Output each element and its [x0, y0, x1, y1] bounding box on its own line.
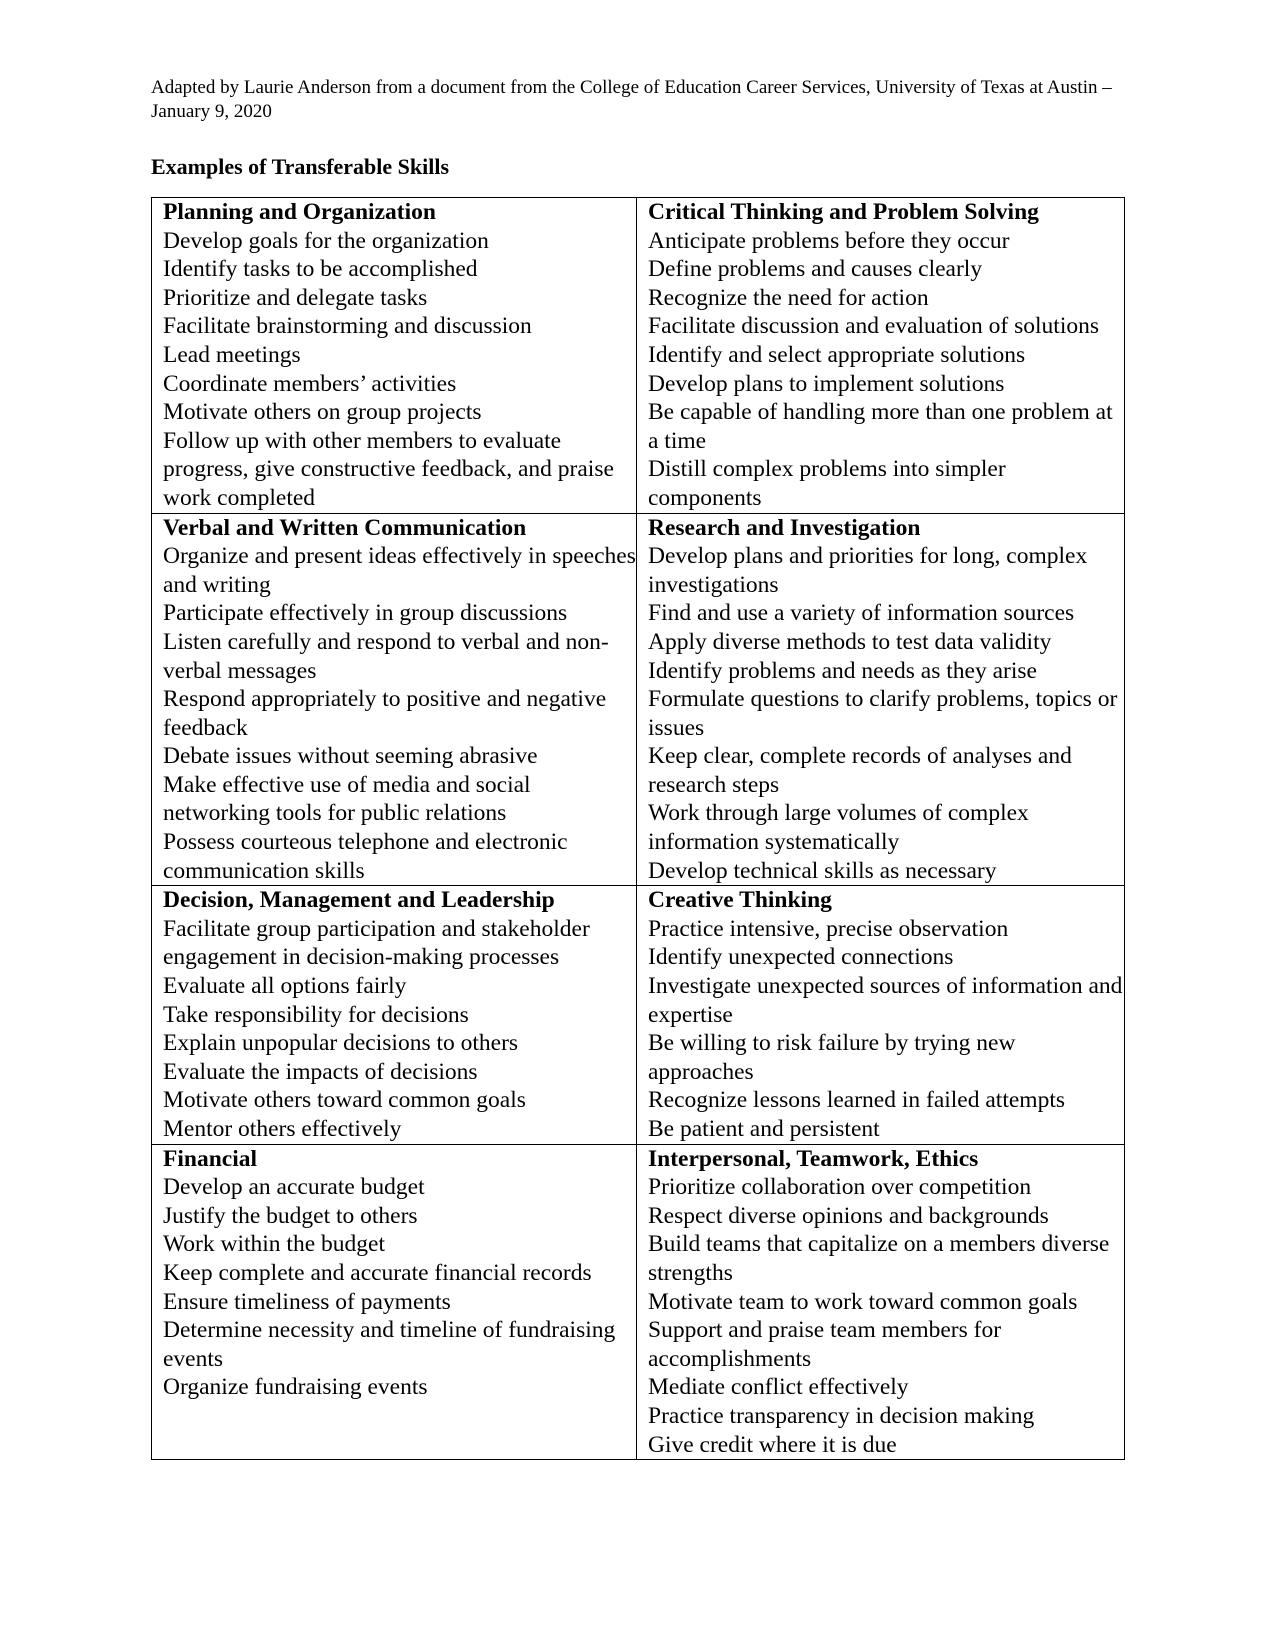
skill-category-heading: Critical Thinking and Problem Solving [648, 199, 1039, 225]
skill-item: Lead meetings [163, 341, 301, 368]
skill-item: Take responsibility for decisions [163, 1001, 469, 1028]
skill-item: Facilitate discussion and evaluation of solutions [648, 313, 1099, 340]
skill-item: Organize and present ideas effectively in speeches and writing [163, 543, 636, 598]
skills-table-row [152, 513, 1125, 886]
skill-category-heading: Research and Investigation [648, 514, 921, 541]
skill-item: Keep complete and accurate financial records [163, 1259, 592, 1286]
skill-item: Investigate unexpected sources of information and expertise [648, 973, 1123, 1028]
skill-item: Build teams that capitalize on a members diverse strengths [648, 1231, 1110, 1286]
skill-item: Identify unexpected connections [648, 944, 954, 971]
skill-item: Identify problems and needs as they arise [648, 657, 1037, 684]
skill-item: Practice intensive, precise observation [648, 915, 1009, 942]
skill-item: Respond appropriately to positive and negative feedback [163, 686, 607, 741]
skill-item: Develop technical skills as necessary [648, 857, 997, 884]
document-title: Examples of Transferable Skills [151, 154, 450, 179]
skill-item: Develop goals for the organization [163, 227, 489, 254]
skill-item: Keep clear, complete records of analyses and research steps [648, 743, 1072, 798]
skill-item: Listen carefully and respond to verbal and non-verbal messages [163, 628, 609, 684]
skills-table [151, 197, 1125, 1460]
skill-item: Practice transparency in decision making [648, 1402, 1035, 1429]
skill-item: Respect diverse opinions and backgrounds [648, 1202, 1049, 1229]
skill-category-cell [637, 886, 1125, 1144]
skill-item: Formulate questions to clarify problems, topics or issues [648, 686, 1118, 741]
skill-item: Recognize the need for action [648, 284, 929, 311]
skill-item: Motivate others toward common goals [163, 1087, 526, 1114]
skill-category-cell [152, 198, 637, 514]
skill-item: Motivate others on group projects [163, 399, 482, 426]
skill-item: Recognize lessons learned in failed attempts [648, 1087, 1065, 1114]
skill-item: Justify the budget to others [163, 1202, 418, 1229]
skill-item: Identify and select appropriate solutions [648, 341, 1026, 368]
skill-item: Identify tasks to be accomplished [163, 256, 478, 283]
skill-item: Organize fundraising events [163, 1374, 428, 1401]
skill-item: Facilitate group participation and stakeholder engagement in decision-making processes [163, 915, 590, 971]
skill-item: Apply diverse methods to test data validity [648, 628, 1052, 655]
skill-category-cell [152, 513, 637, 886]
skill-category-heading: Planning and Organization [163, 199, 436, 225]
skill-item: Develop plans and priorities for long, complex investigations [648, 543, 1088, 598]
skill-item: Facilitate brainstorming and discussion [163, 313, 532, 340]
skill-item: Work through large volumes of complex information systematically [648, 800, 1029, 856]
skill-category-cell [152, 886, 637, 1144]
skill-category-heading: Decision, Management and Leadership [163, 887, 555, 914]
attribution-note: Adapted by Laurie Anderson from a document from the College of Education Career Services, University of Texas at Austin – January 9, 2020 [151, 77, 1112, 122]
skill-category-heading: Financial [163, 1145, 258, 1172]
skill-category-heading: Verbal and Written Communication [163, 514, 527, 541]
skill-item: Mentor others effectively [163, 1116, 402, 1142]
skill-item: Support and praise team members for accomplishments [648, 1317, 1002, 1372]
skill-item: Mediate conflict effectively [648, 1374, 909, 1401]
skills-table-row [152, 886, 1125, 1144]
skill-item: Motivate team to work toward common goals [648, 1288, 1078, 1315]
skill-item: Prioritize collaboration over competition [648, 1174, 1032, 1201]
skill-item: Anticipate problems before they occur [648, 227, 1010, 254]
skill-item: Define problems and causes clearly [648, 256, 983, 283]
skill-item: Evaluate all options fairly [163, 973, 407, 1000]
skill-item: Ensure timeliness of payments [163, 1288, 451, 1315]
skill-category-cell [152, 1144, 637, 1460]
skill-item: Explain unpopular decisions to others [163, 1030, 519, 1057]
skill-item: Distill complex problems into simpler components [648, 456, 1006, 511]
skill-item: Prioritize and delegate tasks [163, 284, 428, 311]
skill-item: Follow up with other members to evaluate progress, give constructive feedback, and praise work completed [163, 427, 614, 511]
skills-table-row [152, 1144, 1125, 1460]
skill-item: Participate effectively in group discussions [163, 600, 568, 627]
skill-item: Be patient and persistent [648, 1116, 880, 1142]
skill-item: Give credit where it is due [648, 1431, 897, 1458]
skill-category-cell [637, 513, 1125, 886]
skill-item: Be capable of handling more than one problem at a time [648, 399, 1113, 454]
skills-table-row [152, 198, 1125, 514]
skill-item: Debate issues without seeming abrasive [163, 743, 538, 770]
skill-item: Possess courteous telephone and electronic communication skills [163, 829, 568, 884]
skill-item: Be willing to risk failure by trying new approaches [648, 1030, 1016, 1085]
skill-item: Coordinate members’ activities [163, 370, 457, 397]
skill-category-cell [637, 1144, 1125, 1460]
skill-item: Develop an accurate budget [163, 1174, 425, 1201]
skill-item: Develop plans to implement solutions [648, 370, 1005, 397]
skill-item: Find and use a variety of information sources [648, 600, 1075, 627]
skill-category-cell [637, 198, 1125, 514]
skill-item: Evaluate the impacts of decisions [163, 1058, 478, 1085]
skill-item: Work within the budget [163, 1231, 385, 1258]
skill-item: Determine necessity and timeline of fundraising events [163, 1317, 616, 1372]
skill-item: Make effective use of media and social networking tools for public relations [163, 771, 531, 827]
skill-category-heading: Creative Thinking [648, 887, 832, 914]
skill-category-heading: Interpersonal, Teamwork, Ethics [648, 1145, 979, 1172]
